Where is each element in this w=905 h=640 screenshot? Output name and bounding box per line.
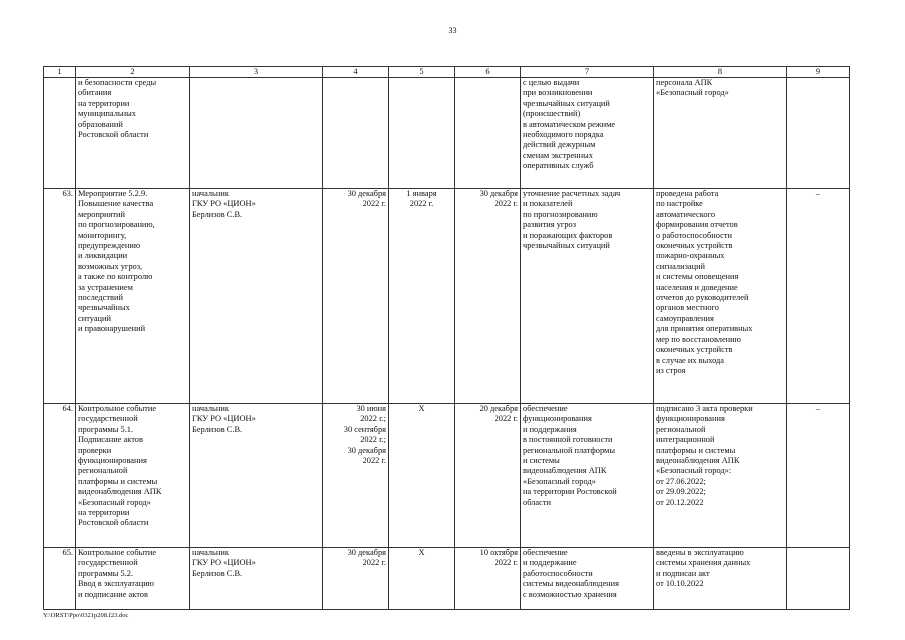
planned-result: обеспечение и поддержание работоспособности системы видеонаблюдения с возможностью хранения: [521, 548, 654, 610]
header-cell-5: 5: [389, 67, 455, 78]
actual-result: введены в эксплуатацию системы хранения данных и подписан акт от 10.10.2022: [654, 548, 787, 610]
start-date: 1 января 2022 г.: [389, 189, 455, 404]
note: [787, 78, 850, 189]
planned-result: с целью выдачи при возникновении чрезвычайных ситуаций (происшествий) в автоматическом режиме необходимого порядка действий дежурным сменам экстренных оперативных служб: [521, 78, 654, 189]
row-number: [44, 78, 76, 189]
start-date: X: [389, 404, 455, 548]
header-cell-3: 3: [190, 67, 323, 78]
header-cell-8: 8: [654, 67, 787, 78]
event-name: и безопасности среды обитания на территории муниципальных образований Ростовской области: [76, 78, 190, 189]
report-table: [43, 66, 850, 610]
table-row: [44, 548, 850, 610]
responsible-person: начальник ГКУ РО «ЦИОН» Берлизов С.В.: [190, 189, 323, 404]
planned-result: обеспечение функционирования и поддержания в постоянной готовности региональной платформы и системы видеонаблюдения АПК «Безопасный город» на территории Ростовской области: [521, 404, 654, 548]
row-number: 65.: [44, 548, 76, 610]
row-number: 64.: [44, 404, 76, 548]
responsible-person: начальник ГКУ РО «ЦИОН» Берлизов С.В.: [190, 548, 323, 610]
table-row: [44, 78, 850, 189]
header-cell-9: 9: [787, 67, 850, 78]
responsible-person: начальник ГКУ РО «ЦИОН» Берлизов С.В.: [190, 404, 323, 548]
actual-result: проведена работа по настройке автоматического формирования отчетов о работоспособности оконечных устройств пожарно-охранных сигнализаций и системы оповещения населения и доведение отчетов до руководителей органов местного самоуправления для принятия оперативных мер по восстановлению оконечных устройств в случае их выхода из строя: [654, 189, 787, 404]
end-date: [455, 78, 521, 189]
event-name: Контрольное событие государственной программы 5.2. Ввод в эксплуатацию и подписание актов: [76, 548, 190, 610]
note: –: [787, 404, 850, 548]
header-cell-1: 1: [44, 67, 76, 78]
planned-date: 30 июня 2022 г.; 30 сентября 2022 г.; 30 декабря 2022 г.: [323, 404, 389, 548]
end-date: 30 декабря 2022 г.: [455, 189, 521, 404]
header-cell-2: 2: [76, 67, 190, 78]
table-row: [44, 404, 850, 548]
row-number: 63.: [44, 189, 76, 404]
actual-result: персонала АПК «Безопасный город»: [654, 78, 787, 189]
start-date: [389, 78, 455, 189]
page-number: 33: [448, 26, 457, 35]
planned-date: [323, 78, 389, 189]
event-name: Контрольное событие государственной программы 5.1. Подписание актов проверки функционирования региональной платформы и системы видеонаблюдения АПК «Безопасный город» на территории Ростовской области: [76, 404, 190, 548]
file-path: Y:\ORST\Ppo\0321p208.f23.doc: [43, 612, 129, 619]
end-date: 20 декабря 2022 г.: [455, 404, 521, 548]
actual-result: подписано 3 акта проверки функционирования региональной интеграционной платформы и системы видеонаблюдения АПК «Безопасный город»: от 27.06.2022; от 29.09.2022; от 20.12.2022: [654, 404, 787, 548]
header-row: [44, 67, 850, 78]
planned-date: 30 декабря 2022 г.: [323, 189, 389, 404]
start-date: X: [389, 548, 455, 610]
note: [787, 548, 850, 610]
event-name: Мероприятие 5.2.9. Повышение качества мероприятий по прогнозированию, мониторингу, предупреждению и ликвидации возможных угроз, а также по контролю за устранением последствий чрезвычайных ситуаций и правонарушений: [76, 189, 190, 404]
header-cell-6: 6: [455, 67, 521, 78]
header-cell-4: 4: [323, 67, 389, 78]
note: –: [787, 189, 850, 404]
responsible-person: [190, 78, 323, 189]
planned-result: уточнение расчетных задач и показателей по прогнозированию развития угроз и поражающих факторов чрезвычайных ситуаций: [521, 189, 654, 404]
table-row: [44, 189, 850, 404]
header-cell-7: 7: [521, 67, 654, 78]
end-date: 10 октября 2022 г.: [455, 548, 521, 610]
planned-date: 30 декабря 2022 г.: [323, 548, 389, 610]
